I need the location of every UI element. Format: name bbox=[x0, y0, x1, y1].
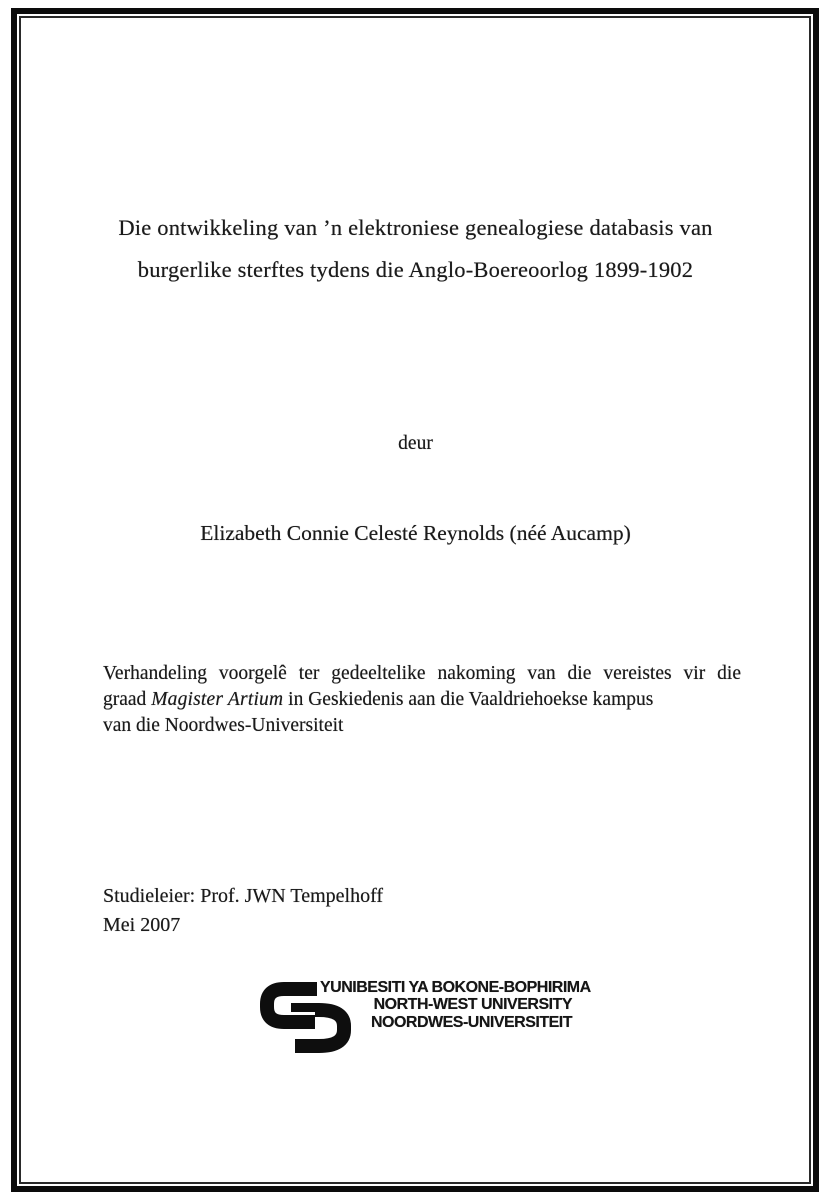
date-line: Mei 2007 bbox=[103, 913, 181, 936]
degree-statement-line1: Verhandeling voorgelê ter gedeeltelike nakoming van die vereistes vir die bbox=[103, 663, 741, 684]
thesis-title-line1: Die ontwikkeling van ’n elektroniese genealogiese databasis van bbox=[118, 215, 713, 240]
degree-statement-line2 bbox=[103, 687, 741, 713]
logo-text-setswana: YUNIBESITI YA BOKONE-BOPHIRIMA bbox=[320, 979, 591, 996]
byline-deur: deur bbox=[398, 433, 433, 454]
credits-block bbox=[103, 882, 383, 939]
author-name: Elizabeth Connie Celesté Reynolds (néé Aucamp) bbox=[200, 521, 631, 545]
university-logo bbox=[257, 976, 591, 1062]
degree-statement-line3: van die Noordwes-Universiteit bbox=[103, 715, 344, 736]
logo-text-english: NORTH-WEST UNIVERSITY bbox=[373, 996, 572, 1014]
supervisor-line: Studieleier: Prof. JWN Tempelhoff bbox=[103, 885, 384, 907]
degree-statement bbox=[103, 661, 741, 739]
degree-statement-line2-post: in Geskiedenis aan die Vaaldriehoekse kampus bbox=[283, 689, 654, 710]
thesis-title bbox=[0, 207, 831, 290]
degree-statement-line2-pre: graad bbox=[103, 689, 152, 710]
thesis-title-line2: burgerlike sterftes tydens die Anglo-Boereoorlog 1899-1902 bbox=[137, 256, 694, 282]
degree-name-italic: Magister Artium bbox=[151, 689, 284, 710]
university-logo-text bbox=[320, 979, 591, 1031]
logo-text-afrikaans: NOORDWES-UNIVERSITEIT bbox=[370, 1013, 572, 1031]
